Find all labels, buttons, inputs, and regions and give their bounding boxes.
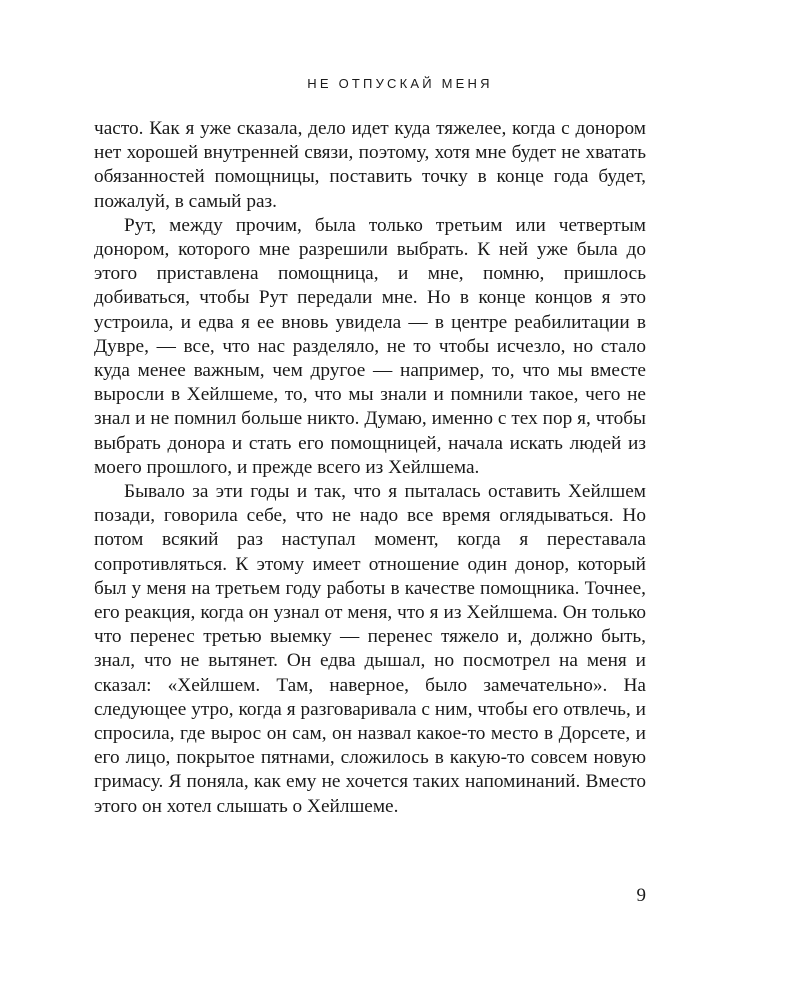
- paragraph-2: Рут, между прочим, была только третьим или четвертым донором, которого мне разрешили выбрать. К ней уже была до этого приставлена помощница, и мне, помню, пришлось добиваться, чтобы Рут передали мне. Но в конце концов я это устроила, и едва я ее вновь увидела — в центре реабилитации в Дувре, — все, что нас разделяло, не то чтобы исчезло, но стало куда менее важным, чем другое — например, то, что мы вместе выросли в Хейлшеме, то, что мы знали и помнили такое, чего не знал и не помнил больше никто. Думаю, именно с тех пор я, чтобы выбрать донора и стать его помощницей, начала искать людей из моего прошлого, и прежде всего из Хейлшема.: [94, 214, 646, 478]
- page-number: 9: [636, 885, 646, 906]
- body-text: [94, 117, 646, 819]
- paragraph-1: часто. Как я уже сказала, дело идет куда тяжелее, когда с донором нет хорошей внутренней связи, поэтому, хотя мне будет не хватать обязанностей помощницы, поставить точку в конце года будет, пожалуй, в самый раз.: [94, 118, 646, 212]
- running-head: НЕ ОТПУСКАЙ МЕНЯ: [307, 76, 493, 91]
- paragraph-3: Бывало за эти годы и так, что я пыталась оставить Хейлшем позади, говорила себе, что не надо все время оглядываться. Но потом всякий раз наступал момент, когда я переставала сопротивляться. К этому имеет отношение один донор, который был у меня на третьем году работы в качестве помощника. Точнее, его реакция, когда он узнал от меня, что я из Хейлшема. Он только что перенес третью выемку — перенес тяжело и, должно быть, знал, что не вытянет. Он едва дышал, но посмотрел на меня и сказал: «Хейлшем. Там, наверное, было замечательно». На следующее утро, когда я разговаривала с ним, чтобы его отвлечь, и спросила, где вырос он сам, он назвал какое-то место в Дорсете, и его лицо, покрытое пятнами, сложилось в какую-то совсем новую гримасу. Я поняла, как ему не хочется таких напоминаний. Вместо этого он хотел слышать о Хейлшеме.: [94, 481, 646, 817]
